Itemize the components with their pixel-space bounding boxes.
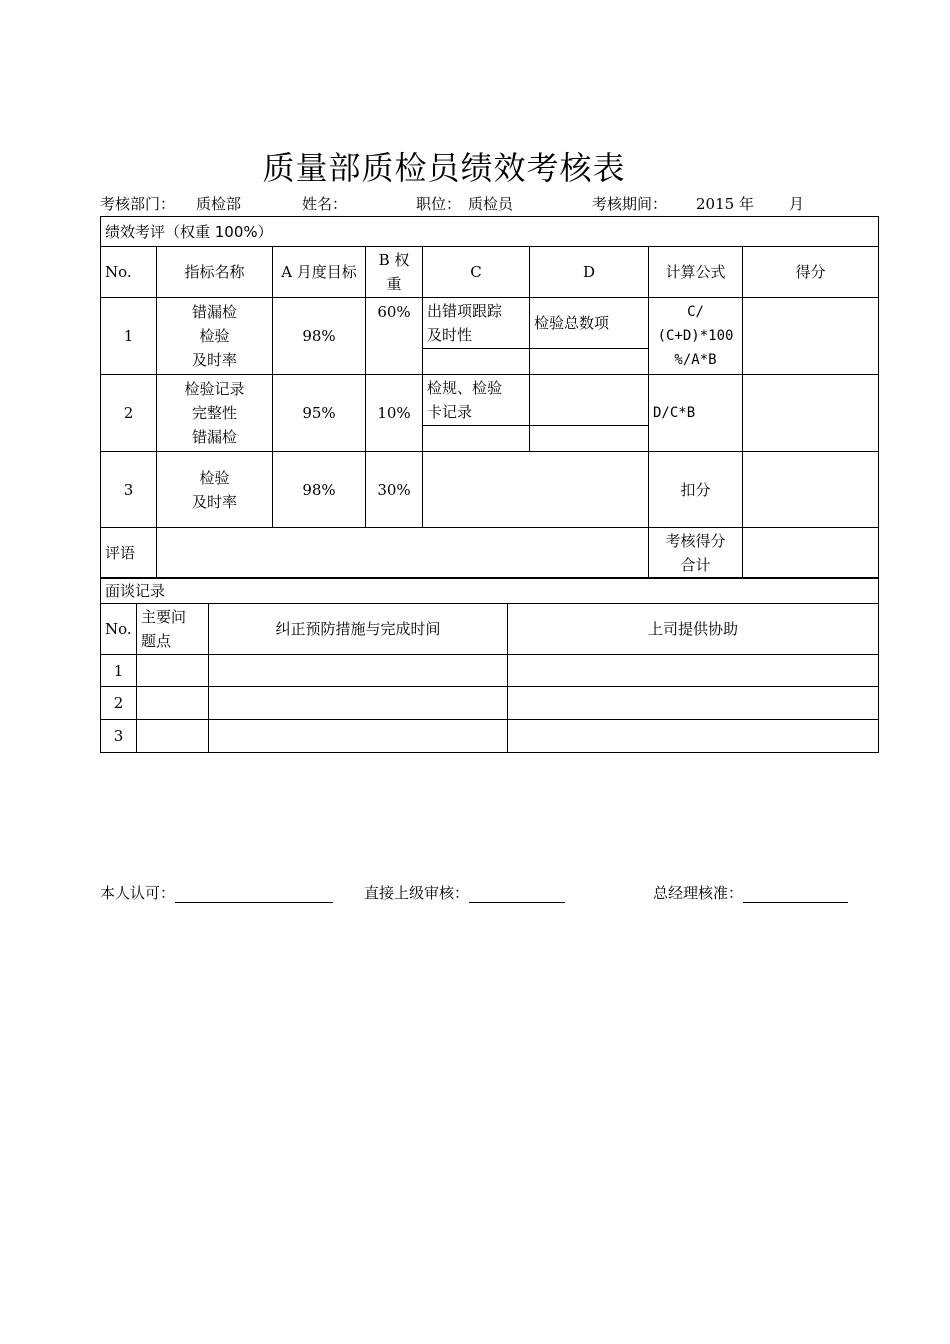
position-value: 质检员 bbox=[468, 195, 514, 213]
interview-header-measures: 纠正预防措施与完成时间 bbox=[209, 604, 508, 655]
total-label: 考核得分 合计 bbox=[649, 528, 743, 579]
signature-self bbox=[100, 882, 333, 903]
interview-row-no: 3 bbox=[101, 720, 137, 753]
c-value: 检规、检验 卡记录 bbox=[423, 375, 530, 426]
row-no: 2 bbox=[101, 375, 157, 452]
interview-cell bbox=[209, 720, 508, 753]
d-empty bbox=[530, 349, 649, 375]
monthly-target: 98% bbox=[273, 452, 366, 528]
weight: 60% bbox=[366, 298, 423, 375]
row-no: 3 bbox=[101, 452, 157, 528]
section-title: 绩效考评（权重 100%） bbox=[101, 217, 879, 247]
period-year: 2015 年 bbox=[696, 195, 754, 213]
d-empty bbox=[530, 426, 649, 452]
header-formula: 计算公式 bbox=[649, 247, 743, 298]
header-indicator: 指标名称 bbox=[157, 247, 273, 298]
position-label: 职位： bbox=[416, 195, 462, 213]
header-d: D bbox=[530, 247, 649, 298]
indicator-name: 检验 及时率 bbox=[157, 452, 273, 528]
total-score-cell bbox=[743, 528, 879, 579]
interview-row-no: 2 bbox=[101, 687, 137, 720]
interview-cell bbox=[508, 655, 879, 687]
performance-table bbox=[100, 216, 879, 579]
score-cell bbox=[743, 375, 879, 452]
interview-header-issue: 主要问 题点 bbox=[137, 604, 209, 655]
monthly-target: 95% bbox=[273, 375, 366, 452]
form-title: 质量部质检员绩效考核表 bbox=[262, 149, 626, 187]
weight: 30% bbox=[366, 452, 423, 528]
monthly-target: 98% bbox=[273, 298, 366, 375]
score-cell bbox=[743, 298, 879, 375]
interview-header-no: No. bbox=[101, 604, 137, 655]
signature-supervisor-label: 直接上级审核： bbox=[364, 884, 470, 902]
dept-value: 质检部 bbox=[196, 195, 242, 213]
interview-cell bbox=[137, 655, 209, 687]
name-label: 姓名： bbox=[302, 195, 348, 213]
indicator-name: 检验记录 完整性 错漏检 bbox=[157, 375, 273, 452]
score-cell bbox=[743, 452, 879, 528]
interview-cell bbox=[508, 720, 879, 753]
interview-cell bbox=[209, 687, 508, 720]
formula: 扣分 bbox=[649, 452, 743, 528]
row-no: 1 bbox=[101, 298, 157, 375]
period-month: 月 bbox=[789, 195, 805, 213]
weight: 10% bbox=[366, 375, 423, 452]
signature-supervisor bbox=[364, 882, 565, 903]
signature-self-line[interactable] bbox=[175, 886, 333, 903]
formula: D/C*B bbox=[649, 375, 743, 452]
interview-table bbox=[100, 577, 879, 753]
header-no: No. bbox=[101, 247, 157, 298]
header-c: C bbox=[423, 247, 530, 298]
signature-gm-line[interactable] bbox=[743, 886, 848, 903]
signature-self-label: 本人认可： bbox=[100, 884, 176, 902]
formula: C/ (C+D)*100 %/A*B bbox=[649, 298, 743, 375]
signature-supervisor-line[interactable] bbox=[469, 886, 565, 903]
d-value: 检验总数项 bbox=[530, 298, 649, 349]
interview-title: 面谈记录 bbox=[101, 578, 879, 604]
comment-label: 评语 bbox=[101, 528, 157, 579]
header-score: 得分 bbox=[743, 247, 879, 298]
interview-cell bbox=[137, 687, 209, 720]
interview-header-support: 上司提供协助 bbox=[508, 604, 879, 655]
dept-label: 考核部门： bbox=[100, 195, 176, 213]
period-label: 考核期间： bbox=[592, 195, 668, 213]
c-value: 出错项跟踪 及时性 bbox=[423, 298, 530, 349]
c-empty bbox=[423, 349, 530, 375]
c-empty bbox=[423, 426, 530, 452]
header-target: A 月度目标 bbox=[273, 247, 366, 298]
interview-cell bbox=[209, 655, 508, 687]
comment-cell bbox=[157, 528, 649, 579]
interview-cell bbox=[137, 720, 209, 753]
d-empty bbox=[530, 375, 649, 426]
interview-row-no: 1 bbox=[101, 655, 137, 687]
signature-gm-label: 总经理核准： bbox=[653, 884, 744, 902]
cd-empty bbox=[423, 452, 649, 528]
interview-cell bbox=[508, 687, 879, 720]
header-weight: B 权 重 bbox=[366, 247, 423, 298]
indicator-name: 错漏检 检验 及时率 bbox=[157, 298, 273, 375]
signature-gm bbox=[653, 882, 848, 903]
